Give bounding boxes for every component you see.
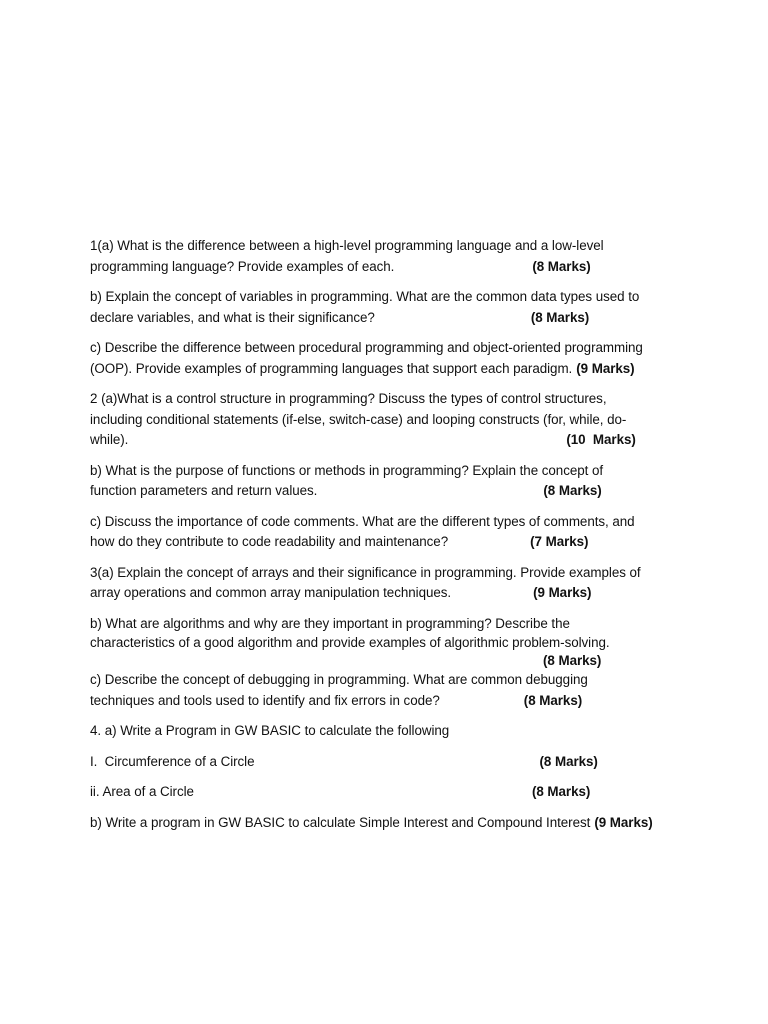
marks-label: (8 Marks) [543,483,602,498]
question-text-line: characteristics of a good algorithm and provide examples of algorithmic problem-solving. [90,635,610,650]
question-text-line: array operations and common array manipulation techniques. [90,585,452,600]
marks-label: (8 Marks) [531,784,591,799]
question-text-line: b) Explain the concept of variables in programming. What are the common data types used to [90,289,640,304]
question-4a-ii [90,782,690,803]
question-text-line: function parameters and return values. [90,483,318,498]
question-4b [90,813,690,834]
marks-label: (8 Marks) [543,653,602,668]
question-3c [90,670,690,711]
question-text-line: b) Write a program in GW BASIC to calculate Simple Interest and Compound Interest [90,814,591,830]
question-text-line: including conditional statements (if-else, switch-case) and looping constructs (for, while, do- [90,411,627,427]
question-text-line: 3(a) Explain the concept of arrays and their significance in programming. Provide examples of [90,564,641,580]
question-text-line: 2 (a)What is a control structure in programming? Discuss the types of control structures, [90,391,607,406]
marks-label: (8 Marks) [539,753,598,769]
question-text-line: ii. Area of a Circle [90,784,194,799]
question-text-line: 4. a) Write a Program in GW BASIC to calculate the following [90,723,450,738]
question-text-line: how do they contribute to code readability and maintenance? [90,534,449,549]
question-text-line: c) Describe the difference between procedural programming and object-oriented programming [90,340,643,355]
question-text-line: while). [90,432,129,447]
question-text-line: 1(a) What is the difference between a high-level programming language and a low-level [90,238,604,253]
question-1b [90,287,690,328]
question-3a [90,563,690,604]
question-1c [90,338,690,379]
question-2c [90,512,690,553]
marks-label: (8 Marks) [523,692,583,708]
question-text-line: b) What is the purpose of functions or methods in programming? Explain the concept of [90,462,604,478]
marks-label: (9 Marks) [594,814,653,830]
question-text-line: c) Discuss the importance of code comments. What are the different types of comments, and [90,513,635,529]
question-text-line: c) Describe the concept of debugging in programming. What are common debugging [90,672,588,687]
question-text-line: declare variables, and what is their significance? [90,309,375,325]
question-text-line: programming language? Provide examples of each. [90,258,395,274]
marks-label: (8 Marks) [530,309,590,325]
marks-label: (8 Marks) [532,258,591,274]
marks-label: (10 Marks) [566,432,636,447]
question-4a-i [90,752,690,773]
question-text-line: b) What are algorithms and why are they important in programming? Describe the [90,615,570,631]
marks-label: (9 Marks) [576,360,635,376]
question-2b [90,461,690,502]
question-text-line: I. Circumference of a Circle [90,753,255,769]
marks-label: (7 Marks) [530,534,589,549]
question-4a [90,721,690,742]
question-text-line: (OOP). Provide examples of programming languages that support each paradigm. [90,360,573,376]
question-text-line: techniques and tools used to identify and fix errors in code? [90,692,440,708]
question-1a [90,236,690,277]
marks-label: (9 Marks) [533,585,592,600]
question-3b [90,614,690,671]
question-2a [90,389,690,451]
question-list [90,236,690,833]
